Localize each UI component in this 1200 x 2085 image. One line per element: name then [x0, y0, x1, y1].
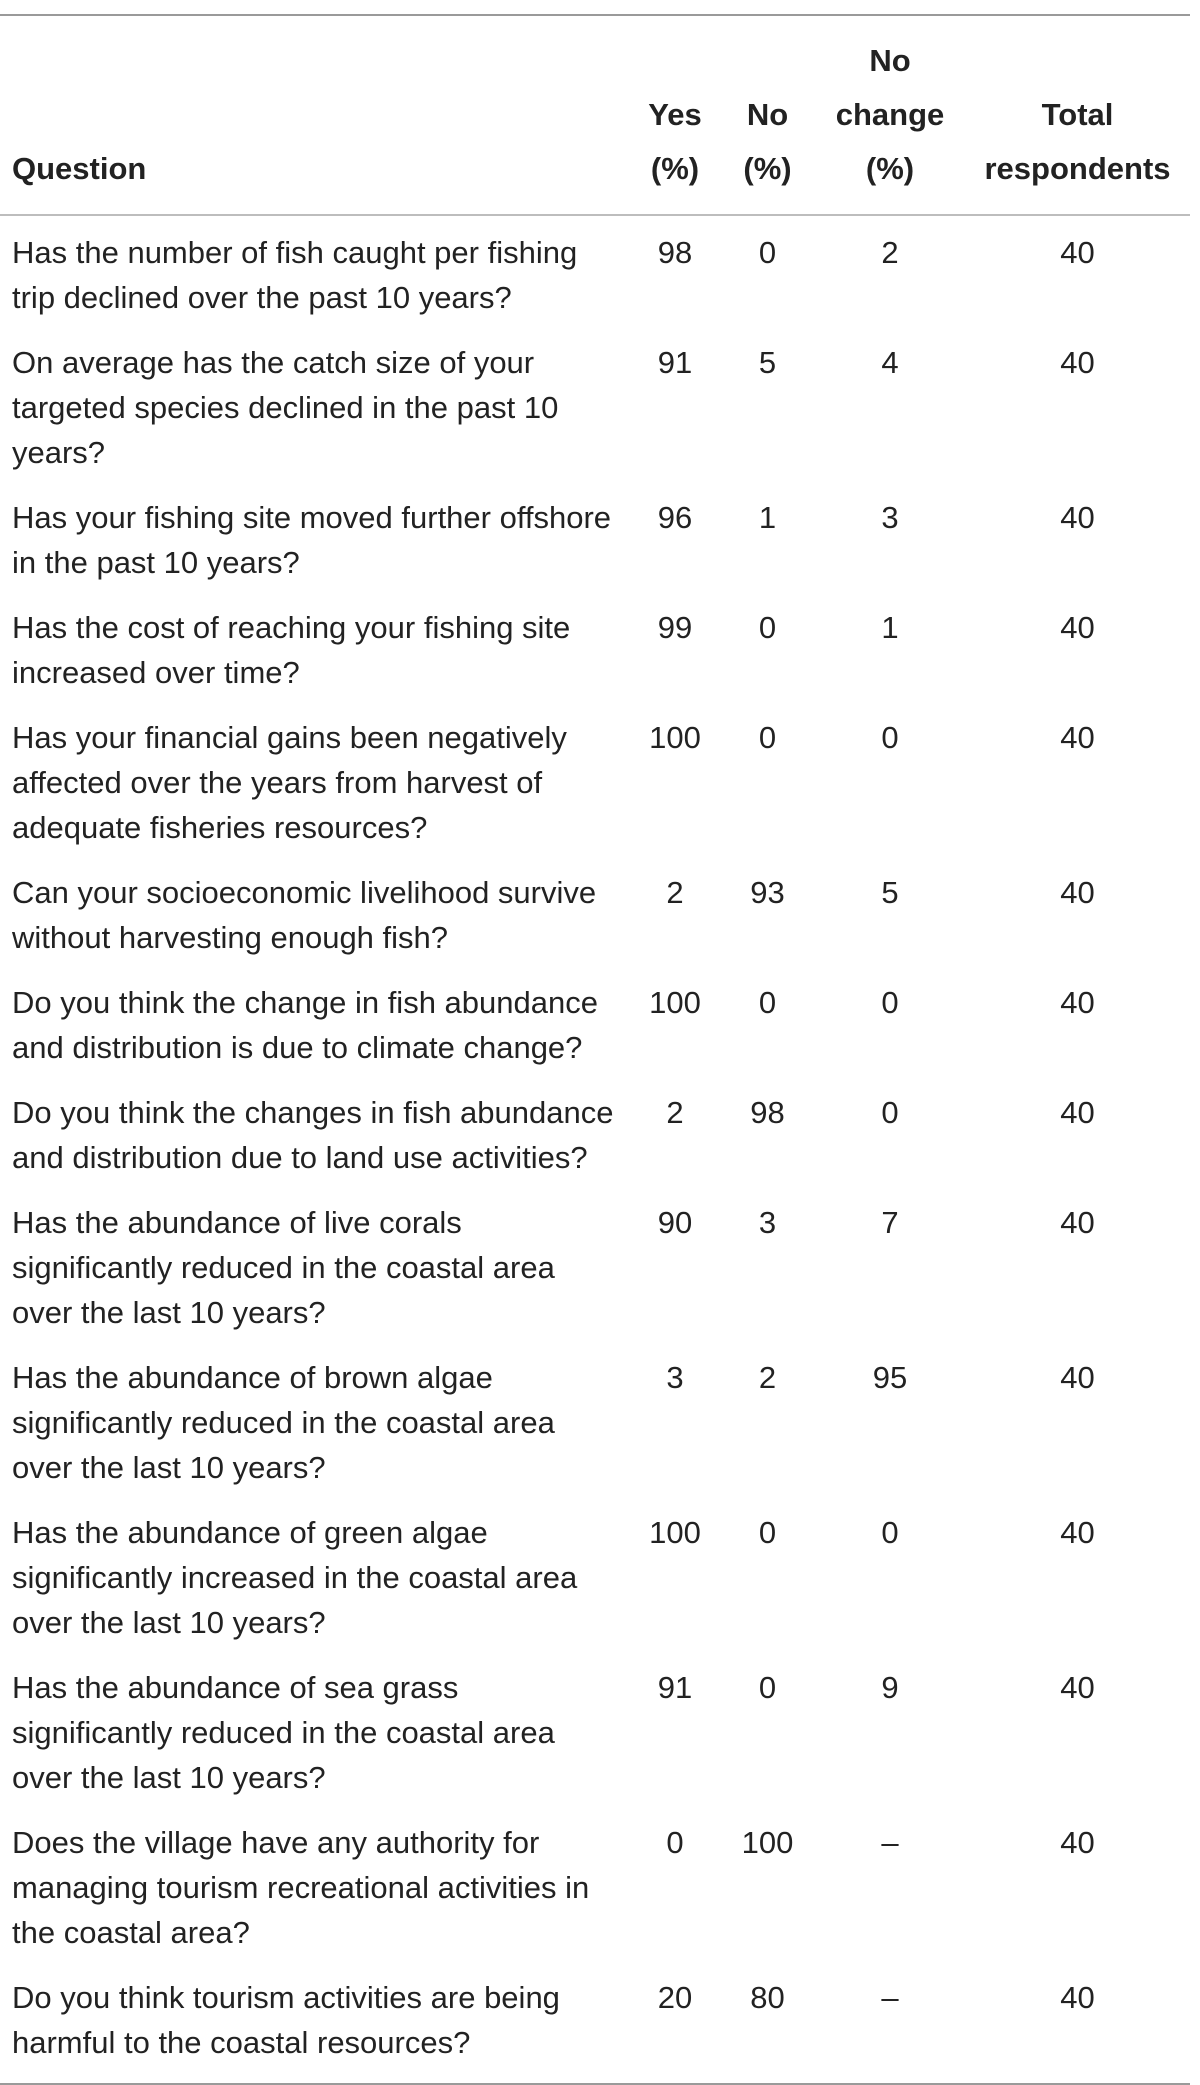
header-no-change — [815, 16, 965, 215]
cell-yes: 3 — [666, 1360, 684, 1395]
cell-total: 40 — [1060, 985, 1095, 1020]
cell-total: 40 — [1060, 1825, 1095, 1860]
cell-total: 40 — [1060, 1670, 1095, 1705]
header-no-change-line2: change — [835, 97, 945, 132]
cell-no: 3 — [758, 1205, 777, 1240]
cell-no-change: 4 — [881, 345, 899, 380]
header-total-line1: Total — [1041, 97, 1114, 132]
cell-total: 40 — [1060, 875, 1095, 910]
cell-yes: 90 — [657, 1205, 693, 1240]
cell-no: 93 — [750, 875, 785, 910]
table-header — [0, 16, 1190, 215]
cell-yes: 91 — [657, 1670, 693, 1705]
cell-question: Do you think the change in fish abundance and distribution is due to climate change? — [12, 985, 598, 1065]
cell-question: Do you think the changes in fish abundance and distribution due to land use activities? — [12, 1095, 614, 1175]
cell-yes: 100 — [649, 985, 701, 1020]
table-row — [0, 1965, 1190, 2083]
table-row — [0, 1500, 1190, 1655]
cell-total: 40 — [1060, 1980, 1095, 2015]
cell-yes: 91 — [657, 345, 693, 380]
cell-total: 40 — [1060, 1205, 1095, 1240]
header-no-change-line1: No — [869, 43, 911, 78]
cell-total: 40 — [1060, 235, 1095, 270]
table-row — [0, 1190, 1190, 1345]
cell-yes: 96 — [657, 500, 693, 535]
cell-question: On average has the catch size of your targeted species declined in the past 10 years? — [12, 345, 559, 470]
table-row — [0, 215, 1190, 330]
cell-question: Has your financial gains been negatively affected over the years from harvest of adequate fisheries resources? — [12, 720, 567, 845]
cell-yes: 100 — [649, 1515, 701, 1550]
cell-no: 98 — [750, 1095, 785, 1130]
table-row — [0, 330, 1190, 485]
table-row — [0, 595, 1190, 705]
cell-no-change: 0 — [881, 1515, 899, 1550]
header-no-line1: No — [746, 97, 789, 132]
cell-no: 100 — [741, 1825, 794, 1860]
cell-question: Can your socioeconomic livelihood survive without harvesting enough fish? — [12, 875, 597, 955]
cell-yes: 20 — [657, 1980, 693, 2015]
cell-no: 0 — [758, 235, 777, 270]
cell-question: Has the number of fish caught per fishing trip declined over the past 10 years? — [12, 235, 578, 315]
cell-no-change: 3 — [881, 500, 899, 535]
cell-no-change: – — [881, 1825, 899, 1860]
cell-no: 1 — [758, 500, 777, 535]
cell-yes: 2 — [666, 1095, 684, 1130]
cell-no: 0 — [758, 720, 777, 755]
header-no — [720, 16, 815, 215]
table-row — [0, 860, 1190, 970]
cell-question: Has the abundance of live corals significantly reduced in the coastal area over the last 10 years? — [12, 1205, 555, 1330]
cell-total: 40 — [1060, 1095, 1095, 1130]
header-total — [965, 16, 1190, 215]
cell-total: 40 — [1060, 1515, 1095, 1550]
cell-question: Has the abundance of green algae significantly increased in the coastal area over the last 10 years? — [12, 1515, 578, 1640]
header-total-line2: respondents — [984, 151, 1171, 186]
cell-no-change: 2 — [881, 235, 899, 270]
cell-question: Do you think tourism activities are being harmful to the coastal resources? — [12, 1980, 560, 2060]
header-row — [0, 16, 1190, 215]
table-body — [0, 215, 1190, 2083]
cell-yes: 2 — [666, 875, 684, 910]
cell-no: 0 — [758, 985, 777, 1020]
cell-no-change: – — [881, 1980, 899, 2015]
header-yes — [630, 16, 720, 215]
table-row — [0, 970, 1190, 1080]
table-row — [0, 485, 1190, 595]
cell-no: 0 — [758, 1670, 777, 1705]
cell-total: 40 — [1060, 720, 1095, 755]
table-row — [0, 1655, 1190, 1810]
cell-yes: 98 — [657, 235, 693, 270]
survey-results-table — [0, 16, 1190, 2083]
table-row — [0, 1810, 1190, 1965]
cell-total: 40 — [1060, 610, 1095, 645]
cell-no: 80 — [750, 1980, 785, 2015]
cell-no-change: 0 — [881, 720, 899, 755]
cell-no: 0 — [758, 1515, 777, 1550]
cell-no-change: 7 — [881, 1205, 899, 1240]
header-question: Question — [12, 151, 147, 186]
cell-question: Has the abundance of brown algae significantly reduced in the coastal area over the last 10 years? — [12, 1360, 555, 1485]
cell-no-change: 1 — [881, 610, 899, 645]
cell-yes: 99 — [657, 610, 693, 645]
cell-total: 40 — [1060, 500, 1095, 535]
cell-question: Does the village have any authority for managing tourism recreational activities in the coastal area? — [12, 1825, 590, 1950]
cell-yes: 100 — [649, 720, 701, 755]
table-row — [0, 1080, 1190, 1190]
cell-question: Has the cost of reaching your fishing site increased over time? — [12, 610, 571, 690]
table-row — [0, 705, 1190, 860]
cell-total: 40 — [1060, 1360, 1095, 1395]
cell-no-change: 9 — [881, 1670, 899, 1705]
cell-question: Has your fishing site moved further offshore in the past 10 years? — [12, 500, 612, 580]
cell-no: 0 — [758, 610, 777, 645]
cell-total: 40 — [1060, 345, 1095, 380]
cell-no-change: 0 — [881, 985, 899, 1020]
cell-no-change: 5 — [881, 875, 899, 910]
cell-question: Has the abundance of sea grass significantly reduced in the coastal area over the last 10 years? — [12, 1670, 555, 1795]
cell-no: 5 — [758, 345, 777, 380]
table-row — [0, 1345, 1190, 1500]
header-yes-line1: Yes — [648, 97, 702, 132]
cell-yes: 0 — [666, 1825, 684, 1860]
cell-no-change: 0 — [881, 1095, 899, 1130]
cell-no: 2 — [758, 1360, 777, 1395]
header-no-line2: (%) — [743, 151, 792, 186]
cell-no-change: 95 — [872, 1360, 908, 1395]
header-yes-line2: (%) — [650, 151, 700, 186]
survey-table-container — [0, 14, 1190, 2085]
header-no-change-line3: (%) — [865, 151, 915, 186]
